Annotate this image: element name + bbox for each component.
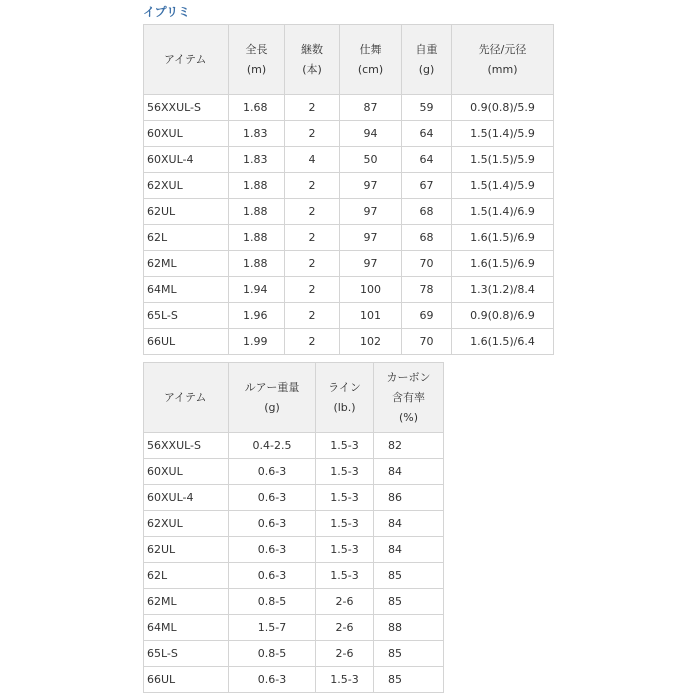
value-cell: 1.83 <box>229 121 285 147</box>
table-row <box>144 589 444 615</box>
table-row <box>144 303 554 329</box>
header-text: (g) <box>264 400 280 414</box>
item-cell: 66UL <box>144 329 229 355</box>
item-cell: 62UL <box>144 537 229 563</box>
value-cell: 0.6-3 <box>229 511 316 537</box>
value-cell: 1.6(1.5)/6.9 <box>452 251 554 277</box>
table-row <box>144 667 444 693</box>
value-cell: 1.68 <box>229 95 285 121</box>
value-cell: 68 <box>402 199 452 225</box>
table-row <box>144 485 444 511</box>
item-cell: 62ML <box>144 251 229 277</box>
column-header <box>374 363 444 433</box>
spec-table <box>143 24 554 355</box>
header-text: (本) <box>302 62 322 76</box>
table-row <box>144 121 554 147</box>
item-cell: 60XUL-4 <box>144 485 229 511</box>
value-cell: 84 <box>374 459 444 485</box>
header-text: (mm) <box>487 62 518 76</box>
spec-header-row <box>144 25 554 95</box>
item-cell: 65L-S <box>144 641 229 667</box>
value-cell: 1.5-3 <box>316 459 374 485</box>
value-cell: 70 <box>402 251 452 277</box>
header-text: (cm) <box>357 62 384 76</box>
sub-header-row <box>144 363 444 433</box>
header-text: (lb.) <box>333 400 356 414</box>
value-cell: 85 <box>374 589 444 615</box>
value-cell: 0.8-5 <box>229 589 316 615</box>
column-header <box>340 25 402 95</box>
value-cell: 78 <box>402 277 452 303</box>
value-cell: 1.5-3 <box>316 485 374 511</box>
item-cell: 64ML <box>144 277 229 303</box>
value-cell: 97 <box>340 199 402 225</box>
value-cell: 0.9(0.8)/5.9 <box>452 95 554 121</box>
table-row <box>144 251 554 277</box>
value-cell: 2 <box>285 199 340 225</box>
value-cell: 0.6-3 <box>229 485 316 511</box>
item-cell: 64ML <box>144 615 229 641</box>
value-cell: 2 <box>285 329 340 355</box>
value-cell: 64 <box>402 121 452 147</box>
value-cell: 1.88 <box>229 199 285 225</box>
value-cell: 0.9(0.8)/6.9 <box>452 303 554 329</box>
value-cell: 0.8-5 <box>229 641 316 667</box>
column-header <box>285 25 340 95</box>
header-text: アイテム <box>164 52 207 66</box>
header-text: カーボン <box>386 370 431 384</box>
value-cell: 87 <box>340 95 402 121</box>
header-text: ライン <box>328 380 361 394</box>
value-cell: 0.4-2.5 <box>229 433 316 459</box>
value-cell: 1.96 <box>229 303 285 329</box>
header-text: (%) <box>398 410 419 424</box>
header-text: 先径/元径 <box>478 42 527 56</box>
spec-table-body <box>144 95 554 355</box>
value-cell: 2 <box>285 95 340 121</box>
table-row <box>144 147 554 173</box>
value-cell: 64 <box>402 147 452 173</box>
value-cell: 97 <box>340 251 402 277</box>
value-cell: 2 <box>285 277 340 303</box>
sub-table-body <box>144 433 444 693</box>
value-cell: 2-6 <box>316 641 374 667</box>
value-cell: 1.5-3 <box>316 667 374 693</box>
value-cell: 59 <box>402 95 452 121</box>
header-text: (g) <box>418 62 435 76</box>
item-cell: 65L-S <box>144 303 229 329</box>
value-cell: 1.5-3 <box>316 511 374 537</box>
value-cell: 2 <box>285 303 340 329</box>
table-row <box>144 329 554 355</box>
value-cell: 101 <box>340 303 402 329</box>
table-row <box>144 277 554 303</box>
value-cell: 0.6-3 <box>229 563 316 589</box>
header-text: 全長 <box>245 42 268 56</box>
value-cell: 1.94 <box>229 277 285 303</box>
value-cell: 1.88 <box>229 251 285 277</box>
value-cell: 1.3(1.2)/8.4 <box>452 277 554 303</box>
table-row <box>144 459 444 485</box>
table-row <box>144 615 444 641</box>
value-cell: 85 <box>374 563 444 589</box>
value-cell: 1.99 <box>229 329 285 355</box>
column-header <box>144 363 229 433</box>
header-text: 継数 <box>301 42 323 56</box>
table-row <box>144 563 444 589</box>
value-cell: 0.6-3 <box>229 537 316 563</box>
column-header <box>316 363 374 433</box>
value-cell: 88 <box>374 615 444 641</box>
value-cell: 2 <box>285 251 340 277</box>
value-cell: 69 <box>402 303 452 329</box>
value-cell: 2-6 <box>316 615 374 641</box>
value-cell: 2 <box>285 173 340 199</box>
column-header <box>229 25 285 95</box>
table-row <box>144 537 444 563</box>
item-cell: 56XXUL-S <box>144 95 229 121</box>
value-cell: 82 <box>374 433 444 459</box>
value-cell: 1.88 <box>229 225 285 251</box>
value-cell: 0.6-3 <box>229 667 316 693</box>
value-cell: 2-6 <box>316 589 374 615</box>
value-cell: 100 <box>340 277 402 303</box>
value-cell: 1.5(1.4)/6.9 <box>452 199 554 225</box>
table-row <box>144 173 554 199</box>
value-cell: 68 <box>402 225 452 251</box>
value-cell: 1.5(1.4)/5.9 <box>452 121 554 147</box>
value-cell: 0.6-3 <box>229 459 316 485</box>
column-header <box>402 25 452 95</box>
value-cell: 84 <box>374 511 444 537</box>
value-cell: 1.5-7 <box>229 615 316 641</box>
value-cell: 94 <box>340 121 402 147</box>
table-row <box>144 641 444 667</box>
item-cell: 62L <box>144 563 229 589</box>
header-text: アイテム <box>164 390 207 404</box>
item-cell: 62ML <box>144 589 229 615</box>
value-cell: 1.5-3 <box>316 537 374 563</box>
item-cell: 60XUL-4 <box>144 147 229 173</box>
value-cell: 84 <box>374 537 444 563</box>
value-cell: 97 <box>340 225 402 251</box>
header-text: (m) <box>246 62 267 76</box>
item-cell: 62XUL <box>144 173 229 199</box>
value-cell: 85 <box>374 667 444 693</box>
value-cell: 85 <box>374 641 444 667</box>
value-cell: 97 <box>340 173 402 199</box>
value-cell: 1.5-3 <box>316 433 374 459</box>
item-cell: 62L <box>144 225 229 251</box>
value-cell: 86 <box>374 485 444 511</box>
table-row <box>144 225 554 251</box>
value-cell: 67 <box>402 173 452 199</box>
table-row <box>144 199 554 225</box>
header-text: 自重 <box>415 42 438 56</box>
item-cell: 60XUL <box>144 121 229 147</box>
value-cell: 1.6(1.5)/6.9 <box>452 225 554 251</box>
column-header <box>452 25 554 95</box>
item-cell: 62XUL <box>144 511 229 537</box>
header-text: 仕舞 <box>359 42 382 56</box>
value-cell: 102 <box>340 329 402 355</box>
value-cell: 2 <box>285 121 340 147</box>
value-cell: 1.6(1.5)/6.4 <box>452 329 554 355</box>
value-cell: 50 <box>340 147 402 173</box>
item-cell: 56XXUL-S <box>144 433 229 459</box>
value-cell: 1.5(1.5)/5.9 <box>452 147 554 173</box>
header-text: ルアー重量 <box>244 380 300 394</box>
value-cell: 1.5-3 <box>316 563 374 589</box>
item-cell: 66UL <box>144 667 229 693</box>
table-row <box>144 95 554 121</box>
item-cell: 62UL <box>144 199 229 225</box>
item-cell: 60XUL <box>144 459 229 485</box>
value-cell: 1.5(1.4)/5.9 <box>452 173 554 199</box>
value-cell: 1.88 <box>229 173 285 199</box>
column-header <box>229 363 316 433</box>
value-cell: 70 <box>402 329 452 355</box>
value-cell: 4 <box>285 147 340 173</box>
lure-line-carbon-table <box>143 362 444 693</box>
header-text: 含有率 <box>392 390 425 404</box>
column-header <box>144 25 229 95</box>
value-cell: 2 <box>285 225 340 251</box>
value-cell: 1.83 <box>229 147 285 173</box>
page-title: イプリミ <box>143 5 191 19</box>
table-row <box>144 433 444 459</box>
table-row <box>144 511 444 537</box>
